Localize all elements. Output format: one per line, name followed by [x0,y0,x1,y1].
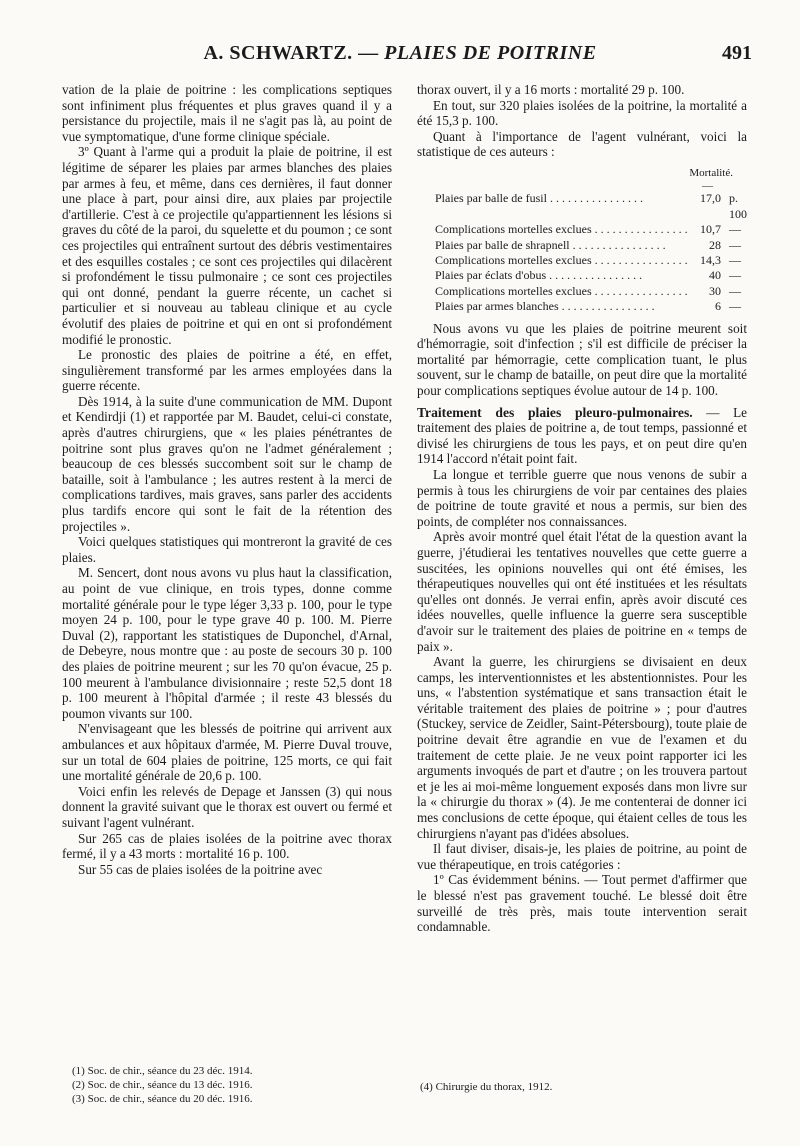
paragraph: Voici quelques statistiques qui montreront la gravité de ces plaies. [62,534,392,565]
mortality-row-label: Plaies par balle de fusil . . . . . . . . . . . . . . . . [435,191,643,206]
mortality-row-label: Plaies par éclats d'obus . . . . . . . . . . . . . . . . [435,268,643,283]
mortality-row-value: 17,0 [700,191,721,206]
mortality-row-label: Complications mortelles exclues . . . . . . . . . . . . . . . . [435,253,688,267]
footnote: (2) Soc. de chir., séance du 13 déc. 1916. [72,1079,253,1091]
running-title [60,42,740,65]
mortality-row-unit: — [729,299,741,314]
mortality-row [417,191,747,222]
mortality-row-unit: — [729,237,741,252]
mortality-row-label: Plaies par balle de shrapnell . . . . . . . . . . . . . . . . [435,237,666,252]
paragraph: thorax ouvert, il y a 16 morts : mortalité 29 p. 100. [417,82,685,97]
mortality-row-value: 14,3 [700,253,721,267]
footnotes-left [72,1064,392,1106]
mortality-row-unit: p. 100 [729,191,747,221]
mortality-row [417,299,747,314]
paragraph: Avant la guerre, les chirurgiens se divisaient en deux camps, les interventionnistes et les abstentionnistes. Pour les uns, « l'abstention systématique et sans transaction était le véritable traitement des plaies de poitrine » ; pour d'autres (Stuckey, service de Zeidler, Saint-Pétersbourg), toute plaie de poitrine devait être agrandie en vue de l'examen et du traitement de cette plaie. Je ne veux point rapporter ici les arguments invoqués de part et d'autre ; on les trouvera partout et je les ai moi-même longuement exposés dans mon livre sur la « chirurgie du thorax » (4). Je me contenterai de donner ici mes conclusions de cette époque, qui étaient celles de tous les chirurgiens n'ayant pas d'idées absolues. [417,654,747,841]
paragraph: Sur 265 cas de plaies isolées de la poitrine avec thorax fermé, il y a 43 morts : mortalité 16 p. 100. [62,830,392,862]
paragraph: Voici enfin les relevés de Depage et Janssen (3) qui nous donnent la gravité suivant que le thorax est ouvert ou fermé et suivant l'agent vulnérant. [62,783,392,830]
mortality-row-label: Complications mortelles exclues . . . . . . . . . . . . . . . . [435,283,688,298]
mortality-row-unit: — [729,283,741,298]
mortality-row-value: 40 [709,268,721,283]
section-intro: — Le traitement des plaies de poitrine a, de tout temps, passionné et divisé les chirurgiens de tous les pays, et on peut dire qu'en 1914 l'accord n'était point fait. [417,404,747,467]
paragraph: Le pronostic des plaies de poitrine a été, en effet, singulièrement transformé par les armes employées dans la guerre récente. [62,347,392,394]
mortality-row-label: Plaies par armes blanches . . . . . . . . . . . . . . . . [435,299,655,314]
paragraph: Après avoir montré quel était l'état de la question avant la guerre, j'étudierai les tentatives nouvelles que cette guerre a suscitées, les opinions nouvelles qui ont été émises, les thérapeutiques nouvelles qui ont été instituées et les résultats qu'elles ont donnés. Je verrai enfin, après avoir discuté ces idées nouvelles, quelle influence la guerre sera susceptible d'avoir sur le traitement des plaies de poitrine en « temps de paix ». [417,529,747,654]
mortality-row [417,284,747,299]
mortality-row-unit: — [729,222,741,237]
mortality-table [417,166,747,315]
mortality-row-value: 28 [709,237,721,252]
mortality-rows [417,191,747,314]
mortality-row-unit: — [729,268,741,283]
mortality-row-label: Complications mortelles exclues . . . . . . . . . . . . . . . . [435,222,688,237]
paragraph: 3º Quant à l'arme qui a produit la plaie de poitrine, il est légitime de séparer les plaies par armes blanches des plaies par armes à feu, et même, dans ces dernières, il faut donner une place à part, pour ainsi dire, aux plaies par projectile d'artillerie. C'est à ce projectile qu'appartiennent les lésions si graves du côté de la paroi, du squelette et du poumon ; ce sont ces projectiles qui entraînent surtout des débris vestimentaires et des esquilles costales ; ce sont ces projectiles qui dilacèrent si profondément le tissu pulmonaire ; ce sont ces projectiles qui ont donné, pendant la guerre récente, un cachet si particulier et si nouveau au tableau clinique et au cycle évolutif des plaies de poitrine et qui en ont si profondément modifié le pronostic. [62,144,392,347]
paragraph: N'envisageant que les blessés de poitrine qui arrivent aux ambulances et aux hôpitaux d'armée, M. Pierre Duval trouve, sur un total de 604 plaies de poitrine, 125 morts, ce qui fait une mortalité générale de 20,6 p. 100. [62,721,392,784]
mortality-row-value: 6 [715,299,721,314]
running-title-subject: PLAIES DE POITRINE [384,42,597,64]
paragraph: Dès 1914, à la suite d'une communication de MM. Dupont et Kendirdji (1) et rapportée par M. Baudet, celui-ci constate, après d'autres chirurgiens, que « les plaies pénétrantes de poitrine sont plus graves qu'on ne l'admet généralement ; beaucoup de ces blessés succombent soit sur le champ de bataille, soit à l'ambulance ; les autres restent à la merci de complications tardives, mais graves, sans parler des accidents plus tardifs encore qui sont le fait de la rétention des projectiles ». [62,393,392,534]
paragraph: vation de la plaie de poitrine : les complications septiques sont infiniment plus fréquentes et plus graves quand il y a persistance du projectile, mais il ne s'agit pas là, au point de vue symptomatique, d'une forme clinique spéciale. [62,82,392,144]
paragraph: La longue et terrible guerre que nous venons de subir a permis à tous les chirurgiens de voir par centaines des plaies de poitrine de toute gravité et nous a permis, sur bien des points, de compléter nos connaissances. [417,466,747,529]
mortality-row-value: 10,7 [700,222,721,237]
mortality-row [417,268,747,283]
mortality-row [417,222,747,237]
page-number: 491 [722,42,752,64]
page-header [60,42,752,72]
mortality-row-value: 30 [709,283,721,298]
right-column [417,82,747,935]
footnote: (3) Soc. de chir., séance du 20 déc. 1916. [72,1093,253,1105]
mortality-table-header: Mortalité. [689,166,733,179]
paragraph: Quant à l'importance de l'agent vulnérant, voici la statistique de ces auteurs : [417,128,747,160]
paragraph: Sur 55 cas de plaies isolées de la poitrine avec [78,861,323,877]
footnote-right: (4) Chirurgie du thorax, 1912. [420,1081,553,1093]
left-column [62,82,392,877]
paragraph: Il faut diviser, disais-je, les plaies de poitrine, au point de vue thérapeutique, en trois catégories : [417,841,747,872]
mortality-row [417,253,747,268]
mortality-row-unit: — [729,253,741,267]
paragraph: 1º Cas évidemment bénins. — Tout permet d'affirmer que le blessé n'est pas gravement touché. Le blessé doit être surveillé de très près, mais toute intervention serait condamnable. [417,872,747,935]
mortality-row [417,238,747,253]
paragraph: En tout, sur 320 plaies isolées de la poitrine, la mortalité a été 15,3 p. 100. [417,97,747,129]
section-title: Traitement des plaies pleuro-pulmonaires. [417,404,693,420]
paragraph: Nous avons vu que les plaies de poitrine meurent soit d'hémorragie, soit d'infection ; s'il est difficile de préciser la mortalité par hémorragie, cette complication tuant, le plus souvent, sur le champ de bataille, on peut dire que la mortalité pour complications septiques évolue autour de 14 p. 100. [417,320,747,398]
section-paragraph [417,405,747,467]
footnote: (1) Soc. de chir., séance du 23 déc. 1914. [72,1065,253,1077]
paragraph: M. Sencert, dont nous avons vu plus haut la classification, au point de vue clinique, en trois types, donne comme mortalité générale pour le type léger 3,33 p. 100, pour le type moyen 24 p. 100, pour le type grave 40 p. 100. M. Pierre Duval (2), rapportant les statistiques de Duponchel, d'Arnal, de Debeyre, nous montre que : au poste de secours 30 p. 100 des plaies de poitrine meurent ; sur les 70 qu'on évacue, 25 p. 100 meurent à l'ambulance divisionnaire ; reste 52,5 dont 18 p. 100 meurent à l'hôpital d'armée ; il reste 43 blessés du poumon vivants sur 100. [62,565,392,721]
running-title-author: A. SCHWARTZ. — [203,42,379,64]
header-rule: — [702,180,713,193]
